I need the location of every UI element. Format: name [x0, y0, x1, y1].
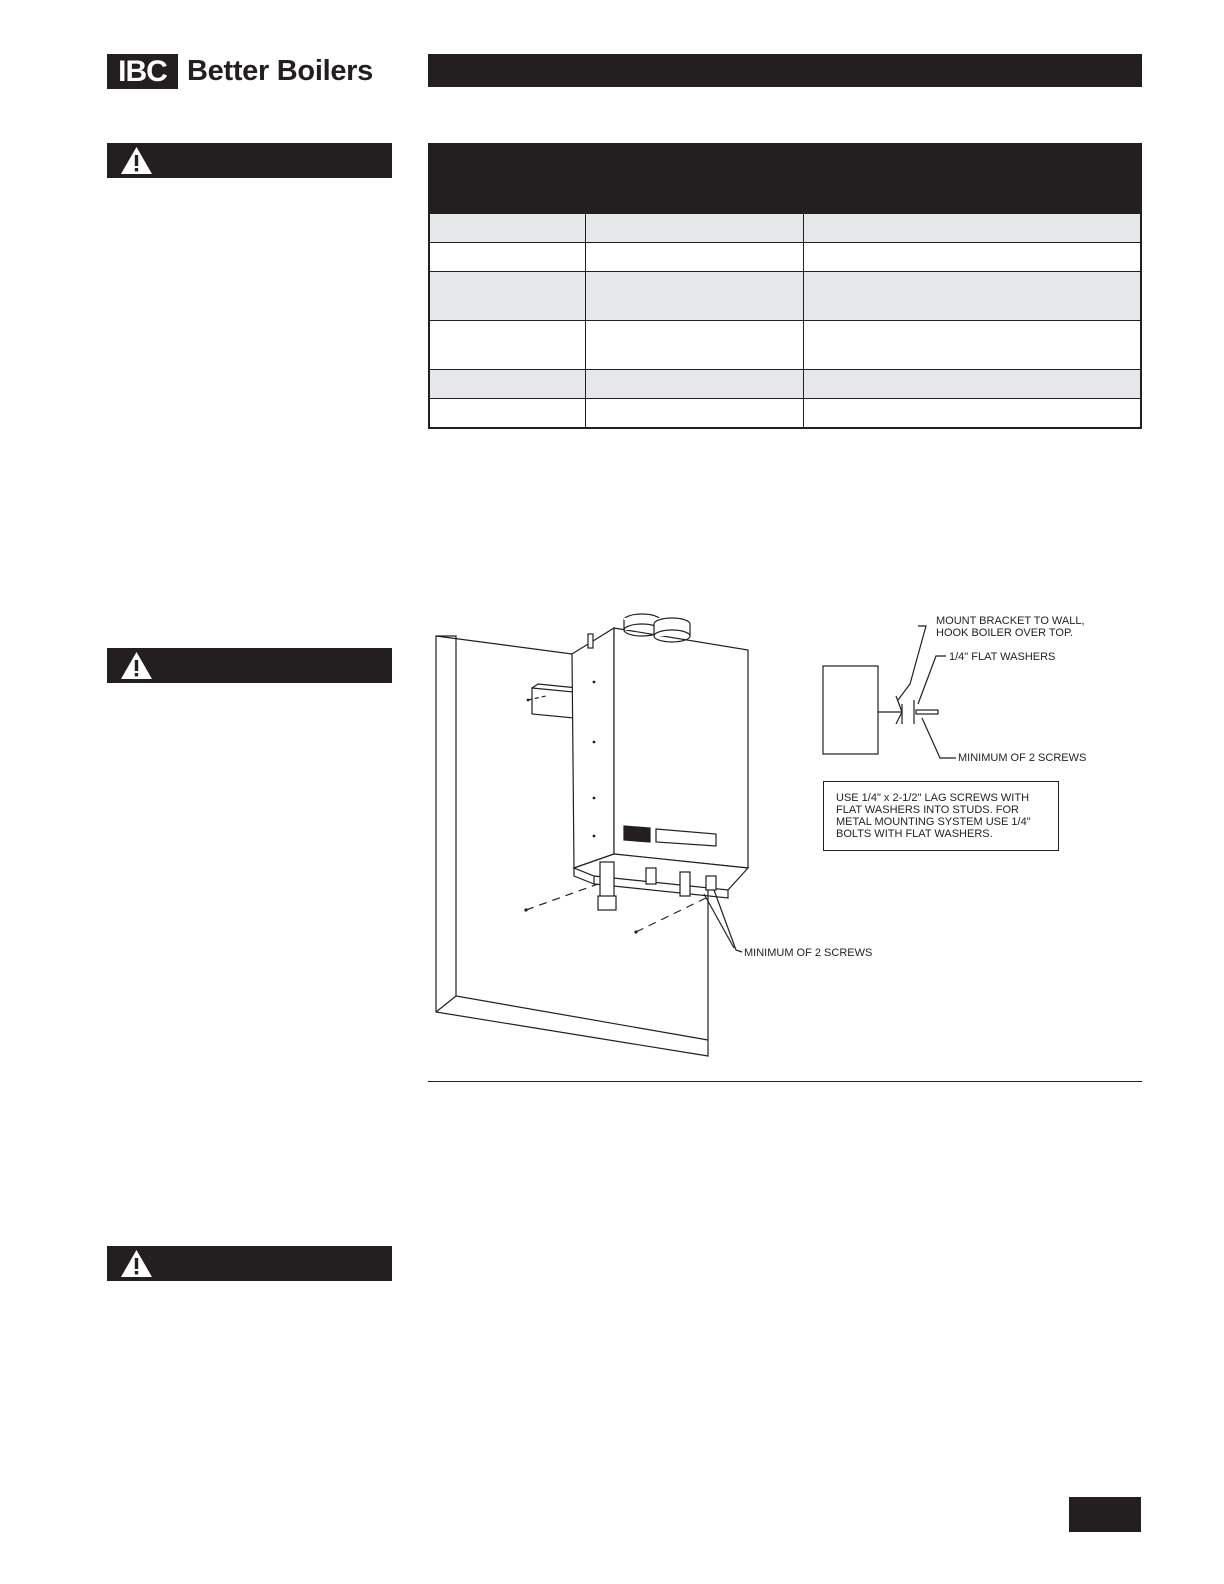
- table-body: [428, 213, 1142, 429]
- table-row: [429, 321, 1141, 370]
- lag-screw-note: USE 1/4" x 2-1/2" LAG SCREWS WITH FLAT WASHERS INTO STUDS. FOR METAL MOUNTING SYSTEM USE 1/4" BOLTS WITH FLAT WASHERS.: [823, 781, 1059, 851]
- callout-min-screws-detail: MINIMUM OF 2 SCREWS: [958, 752, 1087, 764]
- callout-mount-bracket: MOUNT BRACKET TO WALL, HOOK BOILER OVER TOP.: [936, 615, 1085, 639]
- table-header: [428, 143, 1142, 213]
- logo-text: Better Boilers: [187, 55, 373, 87]
- logo-mark: IBC: [107, 54, 178, 89]
- warning-triangle-icon: [120, 651, 153, 680]
- table-row: [429, 399, 1141, 429]
- table-row: [429, 243, 1141, 272]
- page-number-box: [1069, 1497, 1141, 1532]
- warning-banner: [107, 1246, 392, 1281]
- table-row: [429, 214, 1141, 243]
- table-row: [429, 272, 1141, 321]
- section-header-bar: [428, 54, 1142, 87]
- warning-banner: [107, 648, 392, 683]
- warning-triangle-icon: [120, 1249, 153, 1278]
- warning-banner: [107, 143, 392, 178]
- clearance-table: [428, 143, 1142, 429]
- table-row: [429, 370, 1141, 399]
- callout-min-screws-bottom: MINIMUM OF 2 SCREWS: [744, 947, 873, 959]
- warning-triangle-icon: [120, 146, 153, 175]
- figure-divider: [428, 1081, 1142, 1082]
- ibc-logo: [107, 54, 373, 89]
- callout-flat-washers: 1/4" FLAT WASHERS: [949, 651, 1056, 663]
